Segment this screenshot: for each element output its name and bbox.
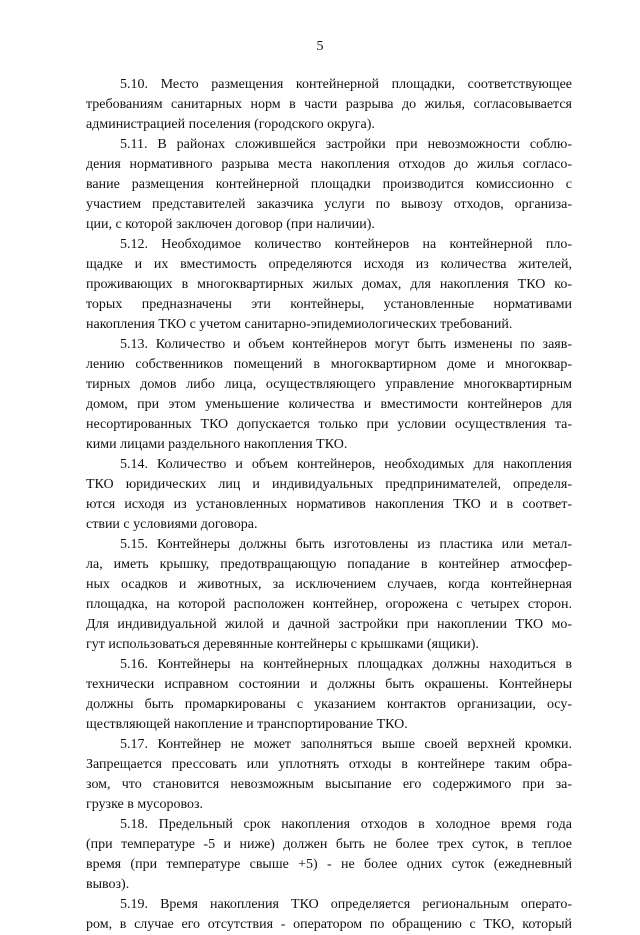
paragraph-line: вание размещения контейнерной площадки производится комиссионно с bbox=[86, 177, 572, 192]
paragraph-line: администрацией поселения (городского округа). bbox=[86, 117, 375, 132]
paragraph-line: ются исходя из установленных нормативов накопления ТКО и в соответ- bbox=[86, 497, 572, 512]
paragraph-line: 5.17. Контейнер не может заполняться выше своей верхней кромки. bbox=[120, 737, 572, 752]
paragraph-line: 5.16. Контейнеры на контейнерных площадках должны находиться в bbox=[120, 657, 572, 672]
paragraph-line: (при температуре -5 и ниже) должен быть не более трех суток, в теплое bbox=[86, 837, 572, 852]
paragraph-line: требованиям санитарных норм в части разрыва до жилья, согласовывается bbox=[86, 97, 572, 112]
paragraph bbox=[86, 335, 572, 455]
paragraph-line: щадке и их вместимость определяются исходя из количества жителей, bbox=[86, 257, 572, 272]
paragraph-line: ществляющей накопление и транспортирование ТКО. bbox=[86, 717, 408, 732]
paragraph-line: тирных домов либо лица, осуществляющего управление многоквартирным bbox=[86, 377, 572, 392]
document-body bbox=[86, 75, 572, 935]
paragraph-line: Запрещается прессовать или уплотнять отходы в контейнере таким обра- bbox=[86, 757, 572, 772]
paragraph-line: 5.10. Место размещения контейнерной площадки, соответствующее bbox=[120, 77, 572, 92]
paragraph-line: 5.19. Время накопления ТКО определяется региональным операто- bbox=[120, 897, 572, 912]
paragraph-line: Для индивидуальной жилой и дачной застройки при накоплении ТКО мо- bbox=[86, 617, 572, 632]
page-number: 5 bbox=[316, 39, 324, 54]
paragraph-line: несортированных ТКО допускается только при условии осуществления та- bbox=[86, 417, 572, 432]
paragraph-line: 5.12. Необходимое количество контейнеров на контейнерной пло- bbox=[120, 237, 572, 252]
paragraph bbox=[86, 135, 572, 235]
paragraph-line: вывоз). bbox=[86, 877, 130, 892]
paragraph-line: грузке в мусоровоз. bbox=[86, 797, 203, 812]
paragraph bbox=[86, 75, 572, 135]
paragraph-line: ных осадков и животных, за исключением случаев, когда контейнерная bbox=[86, 577, 572, 592]
paragraph-line: площадка, на которой расположен контейнер, огорожена с четырех сторон. bbox=[86, 597, 572, 612]
paragraph-line: 5.11. В районах сложившейся застройки при невозможности соблю- bbox=[120, 137, 572, 152]
paragraph-line: ции, с которой заключен договор (при наличии). bbox=[86, 217, 375, 232]
paragraph bbox=[86, 655, 572, 735]
paragraph-line: ТКО юридических лиц и индивидуальных предпринимателей, определя- bbox=[86, 477, 572, 492]
paragraph-line: технически исправном состоянии и должны быть окрашены. Контейнеры bbox=[86, 677, 572, 692]
paragraph-line: время (при температуре свыше +5) - не более одних суток (ежедневный bbox=[86, 857, 572, 872]
paragraph-line: лению собственников помещений в многоквартирном доме и многоквар- bbox=[86, 357, 572, 372]
paragraph-line: ствии с условиями договора. bbox=[86, 517, 258, 532]
paragraph-line: гут использоваться деревянные контейнеры с крышками (ящики). bbox=[86, 637, 479, 652]
paragraph-line: дения нормативного разрыва места накопления отходов до жилья согласо- bbox=[86, 157, 572, 172]
paragraph-line: 5.14. Количество и объем контейнеров, необходимых для накопления bbox=[120, 457, 572, 472]
paragraph-line: ла, иметь крышку, предотвращающую попадание в контейнер атмосфер- bbox=[86, 557, 572, 572]
paragraph-line: ром, в случае его отсутствия - оператором по обращению с ТКО, который bbox=[86, 917, 572, 932]
paragraph bbox=[86, 895, 572, 935]
paragraph-line: должны быть промаркированы с указанием контактов организации, осу- bbox=[86, 697, 572, 712]
paragraph-line: 5.18. Предельный срок накопления отходов в холодное время года bbox=[120, 817, 572, 832]
paragraph-line: участием представителей заказчика услуги по вывозу отходов, организа- bbox=[86, 197, 572, 212]
paragraph bbox=[86, 455, 572, 535]
paragraph-line: домом, при этом уменьшение количества и вместимости контейнеров для bbox=[86, 397, 572, 412]
paragraph bbox=[86, 735, 572, 815]
paragraph-line: проживающих в многоквартирных жилых домах, для накопления ТКО ко- bbox=[86, 277, 572, 292]
paragraph bbox=[86, 815, 572, 895]
paragraph bbox=[86, 535, 572, 655]
paragraph-line: зом, что становится невозможным высыпание его содержимого при за- bbox=[86, 777, 572, 792]
paragraph-line: 5.13. Количество и объем контейнеров могут быть изменены по заяв- bbox=[120, 337, 572, 352]
paragraph-line: накопления ТКО с учетом санитарно-эпидемиологических требований. bbox=[86, 317, 513, 332]
paragraph-line: 5.15. Контейнеры должны быть изготовлены из пластика или метал- bbox=[120, 537, 572, 552]
paragraph bbox=[86, 235, 572, 335]
paragraph-line: кими лицами раздельного накопления ТКО. bbox=[86, 437, 348, 452]
paragraph-line: торых предназначены эти контейнеры, установленные нормативами bbox=[86, 297, 572, 312]
